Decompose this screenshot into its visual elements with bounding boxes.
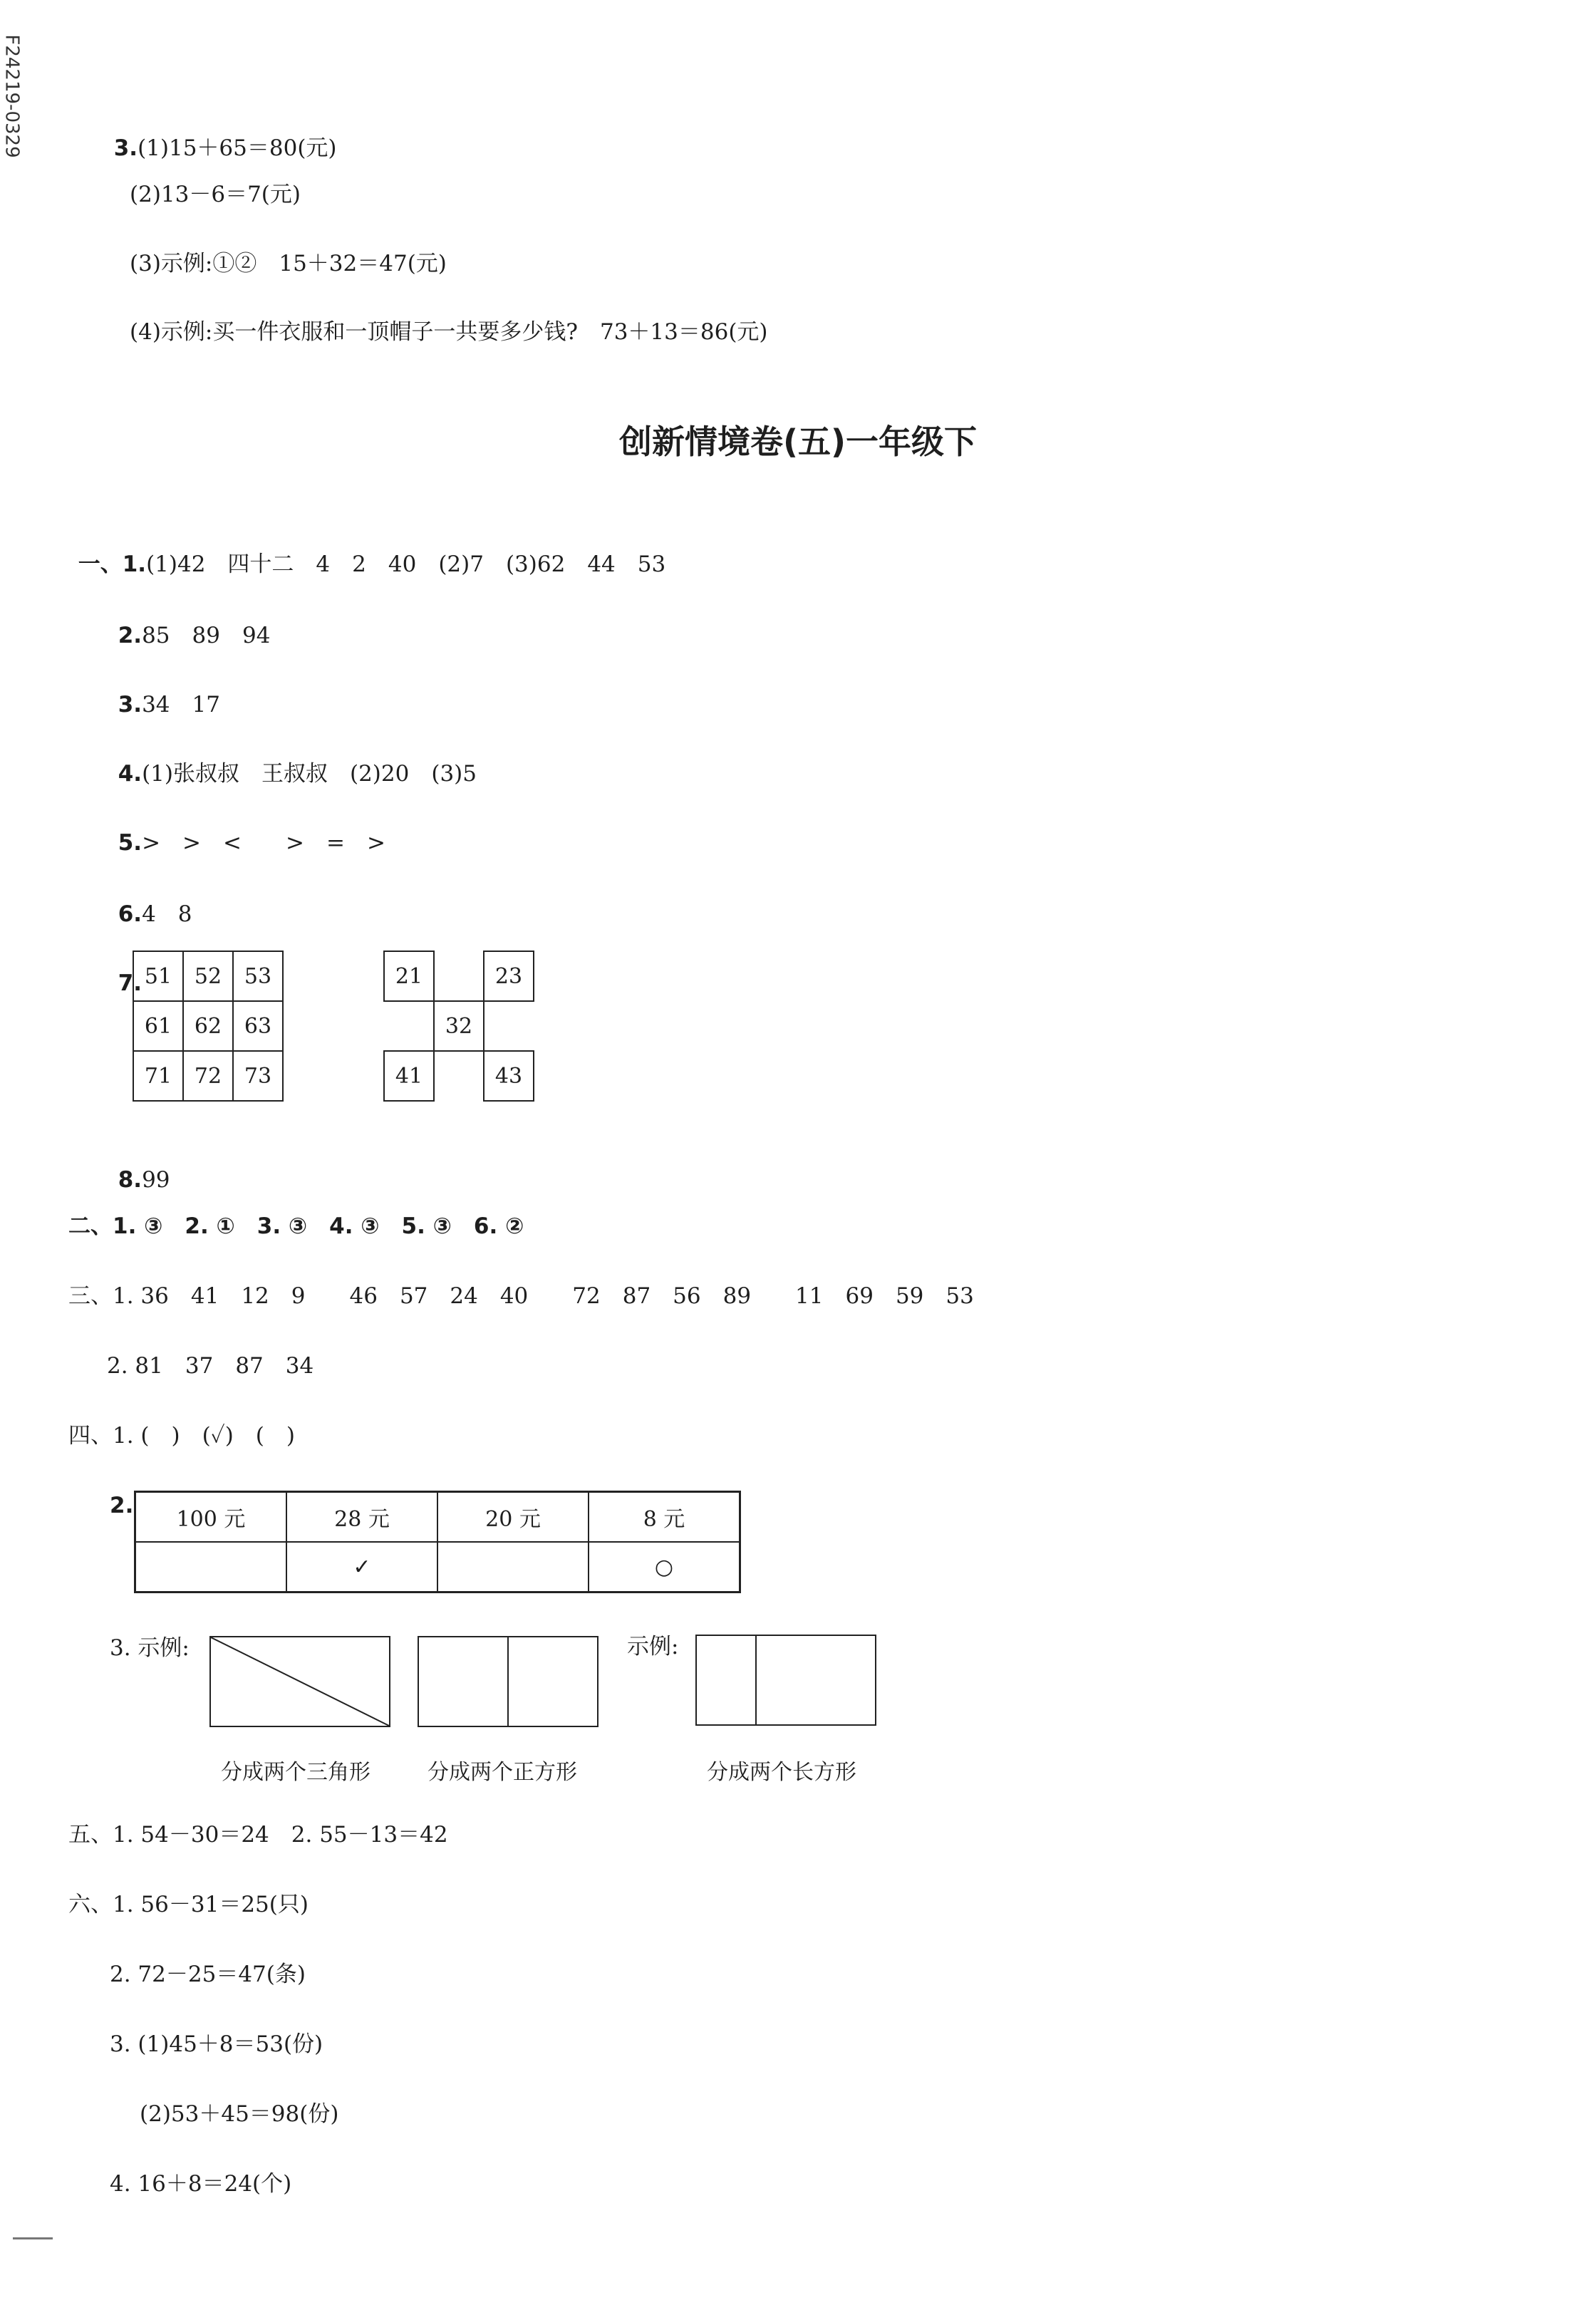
caption-triangles: 分成两个三角形 xyxy=(221,1760,370,1785)
grid-b-cell: 21 xyxy=(384,951,434,1001)
s1-q2-text: 85 89 94 xyxy=(142,623,271,648)
caption-rectangles: 分成两个长方形 xyxy=(707,1760,856,1785)
grid-b-empty xyxy=(434,951,484,1001)
top-q3-number: 3. xyxy=(113,135,138,161)
s1-q2 xyxy=(104,603,270,647)
s6-q3-1: 3. (1)45＋8＝53(份) xyxy=(110,2031,323,2057)
s1-q8 xyxy=(104,1147,170,1191)
s1-q5 xyxy=(104,810,385,854)
grid-b-cell: 41 xyxy=(384,1051,434,1101)
footer-rule xyxy=(13,2237,53,2239)
money-header: 100 元 xyxy=(135,1492,287,1543)
grid-a-cell: 62 xyxy=(183,1001,233,1051)
caption-squares: 分成两个正方形 xyxy=(428,1760,577,1785)
rectangle-diagonal-split xyxy=(209,1636,390,1727)
s4-q3-label-2: 示例: xyxy=(627,1634,679,1659)
s4-q1: 四、1. ( ) (✓) ( ) xyxy=(68,1423,295,1449)
s1-q5-number: 5. xyxy=(118,830,142,856)
s1-q3 xyxy=(104,672,220,716)
money-mark xyxy=(135,1542,287,1592)
grid-b-cell: 23 xyxy=(484,951,534,1001)
grid-a-cell: 63 xyxy=(233,1001,283,1051)
s1-q4-number: 4. xyxy=(118,761,142,787)
s1-q7-label: 7. xyxy=(118,970,142,996)
s2-answers: 二、1. ③ 2. ① 3. ③ 4. ③ 5. ③ 6. ② xyxy=(68,1213,524,1239)
split-line xyxy=(755,1636,757,1724)
money-header: 20 元 xyxy=(437,1492,589,1543)
s1-q5-text: > > < > = > xyxy=(142,830,385,856)
s1-q8-number: 8. xyxy=(118,1167,142,1193)
check-mark-icon: ✓ xyxy=(286,1542,437,1592)
s1-q6-number: 6. xyxy=(118,901,142,927)
s1-q1-text: (1)42 四十二 4 2 40 (2)7 (3)62 44 53 xyxy=(146,551,666,577)
money-mark xyxy=(437,1542,589,1592)
money-header: 28 元 xyxy=(286,1492,437,1543)
circle-mark-icon: ○ xyxy=(589,1542,740,1592)
grid-b-empty xyxy=(384,1001,434,1051)
s6-q2: 2. 72－25＝47(条) xyxy=(110,1962,306,1987)
s1-q4-text: (1)张叔叔 王叔叔 (2)20 (3)5 xyxy=(142,761,477,787)
s1-q3-number: 3. xyxy=(118,692,142,718)
grid-b-empty xyxy=(434,1051,484,1101)
money-header: 8 元 xyxy=(589,1492,740,1543)
s1-q6-text: 4 8 xyxy=(142,901,192,927)
top-q3-1 xyxy=(100,115,337,160)
top-q3-3: (3)示例:①② 15＋32＝47(元) xyxy=(130,251,447,276)
grid-a-cell: 71 xyxy=(133,1051,183,1101)
s1-q1 xyxy=(64,532,665,576)
s4-q2-number: 2. xyxy=(110,1493,134,1518)
s1-q2-number: 2. xyxy=(118,623,142,648)
grid-a-cell: 72 xyxy=(183,1051,233,1101)
s1-q6 xyxy=(104,881,192,926)
grid-b-cell: 32 xyxy=(434,1001,484,1051)
number-grid-b xyxy=(383,951,534,1102)
split-line xyxy=(507,1637,509,1726)
s6-q4: 4. 16＋8＝24(个) xyxy=(110,2171,292,2197)
page-title: 创新情境卷(五)一年级下 xyxy=(618,423,978,461)
s1-q4 xyxy=(104,741,477,785)
s3-q2: 2. 81 37 87 34 xyxy=(107,1353,314,1379)
s1-q3-text: 34 17 xyxy=(142,692,220,718)
grid-a-cell: 73 xyxy=(233,1051,283,1101)
top-q3-1-text: (1)15＋65＝80(元) xyxy=(138,135,337,161)
top-q3-4: (4)示例:买一件衣服和一顶帽子一共要多少钱? 73＋13＝86(元) xyxy=(130,319,768,345)
rectangle-rect-split xyxy=(695,1635,876,1726)
number-grid-a xyxy=(133,951,284,1102)
s6-q1: 六、1. 56－31＝25(只) xyxy=(68,1892,309,1917)
grid-a-cell: 51 xyxy=(133,951,183,1001)
s4-q3-label: 3. 示例: xyxy=(110,1635,190,1661)
s5-answers: 五、1. 54－30＝24 2. 55－13＝42 xyxy=(68,1822,448,1848)
grid-b-empty xyxy=(484,1001,534,1051)
grid-a-cell: 53 xyxy=(233,951,283,1001)
grid-b-cell: 43 xyxy=(484,1051,534,1101)
grid-a-cell: 61 xyxy=(133,1001,183,1051)
diagonal-line-icon xyxy=(211,1637,389,1726)
s3-q1: 三、1. 36 41 12 9 46 57 24 40 72 87 56 89 11 69 59 53 xyxy=(68,1283,974,1309)
s6-q3-2: (2)53＋45＝98(份) xyxy=(140,2101,339,2127)
top-q3-2: (2)13－6＝7(元) xyxy=(130,182,301,207)
money-table xyxy=(134,1491,741,1593)
s1-q8-text: 99 xyxy=(142,1167,170,1193)
s1-label: 一、1. xyxy=(78,551,147,577)
rectangle-square-split xyxy=(418,1636,598,1727)
side-code: F24219-0329 xyxy=(1,34,23,158)
grid-a-cell: 52 xyxy=(183,951,233,1001)
